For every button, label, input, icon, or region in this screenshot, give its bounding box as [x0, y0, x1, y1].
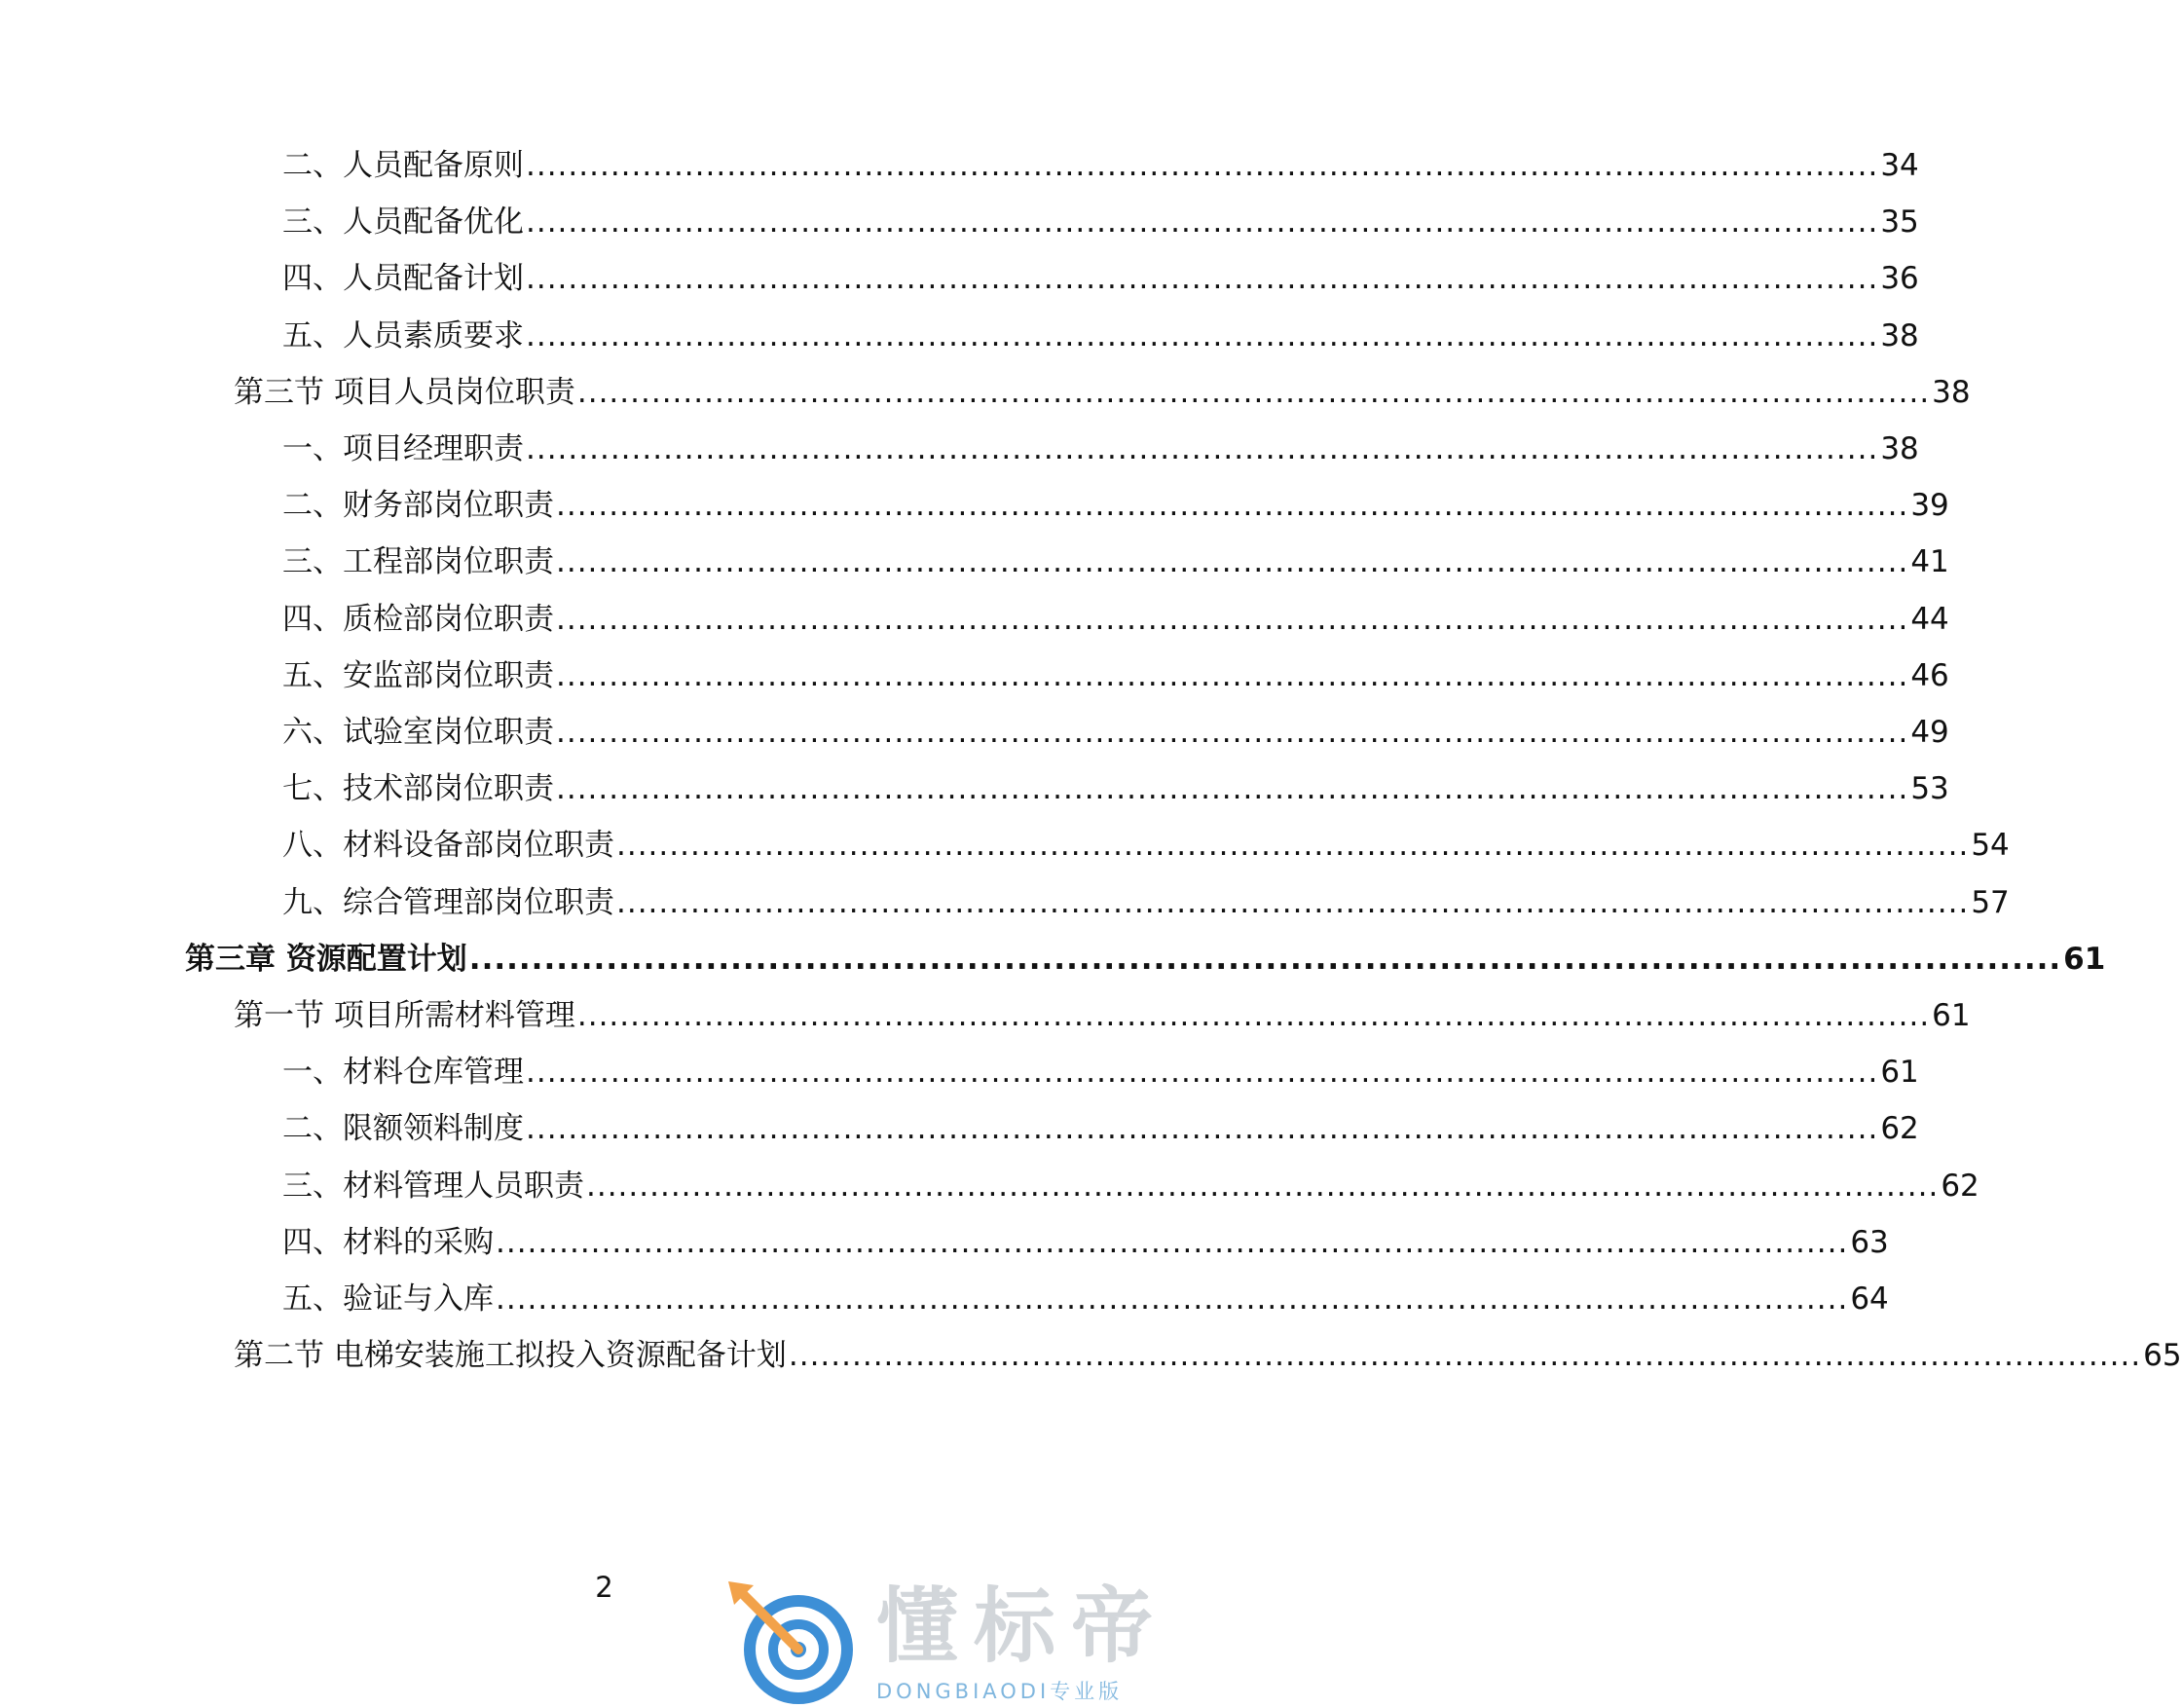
toc-entry[interactable]: [282, 824, 2010, 867]
toc-entry-label: 一、项目经理职责: [282, 431, 524, 466]
toc-entry-page: 41: [1910, 544, 1949, 580]
toc-entry-label: 九、综合管理部岗位职责: [282, 884, 614, 920]
toc-entry-page: 64: [1850, 1281, 1889, 1317]
toc-entry-label: 四、人员配备计划: [282, 261, 524, 297]
toc-entry-page: 39: [1910, 488, 1949, 524]
toc-entry-label: 三、材料管理人员职责: [282, 1168, 584, 1204]
toc-dot-leader: ................................................................................................................................: [556, 544, 1909, 580]
toc-entry[interactable]: [234, 371, 1971, 414]
toc-dot-leader: ................................................................................................................................: [526, 317, 1879, 353]
toc-dot-leader: ................................................................................................................................: [586, 1168, 1940, 1204]
toc-entry-page: 44: [1910, 601, 1949, 637]
toc-entry-label: 四、材料的采购: [282, 1224, 494, 1260]
toc-dot-leader: ................................................................................................................................: [526, 261, 1879, 297]
toc-entry-label: 二、人员配备原则: [282, 148, 524, 183]
toc-entry-label: 五、验证与入库: [282, 1281, 494, 1317]
toc-entry[interactable]: [282, 201, 1919, 243]
toc-entry-page: 61: [2063, 941, 2106, 977]
toc-entry-page: 54: [1971, 828, 2010, 864]
toc-entry-label: 第三节 项目人员岗位职责: [234, 374, 575, 410]
toc-entry[interactable]: [282, 144, 1919, 187]
toc-entry[interactable]: [234, 994, 1971, 1037]
toc-entry-page: 65: [2143, 1338, 2182, 1374]
watermark-title: 懂标帝: [876, 1578, 1169, 1674]
toc-entry-label: 第三章 资源配置计划: [185, 941, 467, 977]
toc-entry-label: 三、工程部岗位职责: [282, 544, 554, 580]
toc-dot-leader: ................................................................................................................................: [526, 1111, 1879, 1147]
toc-dot-leader: ................................................................................................................................: [496, 1281, 1849, 1317]
toc-entry-label: 一、材料仓库管理: [282, 1055, 524, 1091]
watermark: [721, 1576, 1208, 1708]
toc-dot-leader: ................................................................................................................................: [526, 1055, 1879, 1091]
toc-entry-page: 57: [1971, 884, 2010, 920]
toc-dot-leader: ................................................................................................................................: [468, 941, 2062, 977]
toc-dot-leader: ................................................................................................................................: [526, 431, 1879, 466]
toc-entry-page: 46: [1910, 657, 1949, 693]
toc-dot-leader: ................................................................................................................................: [556, 488, 1909, 524]
toc-entry[interactable]: [282, 1221, 1889, 1264]
toc-entry[interactable]: [282, 711, 1949, 754]
toc-entry[interactable]: [282, 427, 1919, 470]
toc-entry[interactable]: [282, 1278, 1889, 1320]
toc-dot-leader: ................................................................................................................................: [526, 204, 1879, 241]
toc-dot-leader: ................................................................................................................................: [556, 771, 1909, 807]
toc-entry[interactable]: [282, 257, 1919, 300]
toc-entry[interactable]: [282, 484, 1949, 527]
toc-entry-label: 二、限额领料制度: [282, 1111, 524, 1147]
toc-entry-label: 六、试验室岗位职责: [282, 715, 554, 750]
toc-entry[interactable]: [282, 540, 1949, 583]
toc-entry[interactable]: [282, 598, 1949, 641]
page-number: 2: [595, 1571, 613, 1604]
toc-entry-label: 八、材料设备部岗位职责: [282, 828, 614, 864]
toc-dot-leader: ................................................................................................................................: [616, 828, 1970, 864]
toc-dot-leader: ................................................................................................................................: [556, 715, 1909, 750]
toc-entry-page: 36: [1880, 261, 1919, 297]
watermark-subtitle: DONGBIAODI专业版: [876, 1680, 1124, 1703]
target-arrow-icon: [721, 1576, 867, 1708]
toc-dot-leader: ................................................................................................................................: [616, 884, 1970, 920]
toc-dot-leader: ................................................................................................................................: [556, 657, 1909, 693]
toc-entry[interactable]: [282, 1165, 1979, 1207]
toc-entry-page: 53: [1910, 771, 1949, 807]
toc-entry[interactable]: [185, 938, 2106, 981]
toc-entry-page: 38: [1932, 374, 1971, 410]
toc-dot-leader: ................................................................................................................................: [576, 374, 1931, 410]
toc-dot-leader: ................................................................................................................................: [526, 148, 1879, 183]
toc-entry-page: 38: [1880, 317, 1919, 353]
toc-entry-label: 五、人员素质要求: [282, 317, 524, 353]
toc-entry[interactable]: [282, 1051, 1919, 1094]
toc-entry-label: 五、安监部岗位职责: [282, 657, 554, 693]
toc-dot-leader: ................................................................................................................................: [788, 1338, 2142, 1374]
toc-dot-leader: ................................................................................................................................: [556, 601, 1909, 637]
toc-entry-label: 二、财务部岗位职责: [282, 488, 554, 524]
toc-entry-page: 34: [1880, 148, 1919, 183]
toc-entry[interactable]: [234, 1334, 2182, 1377]
toc-entry-page: 63: [1850, 1224, 1889, 1260]
toc-dot-leader: ................................................................................................................................: [496, 1224, 1849, 1260]
toc-dot-leader: ................................................................................................................................: [576, 998, 1931, 1033]
toc-entry-label: 三、人员配备优化: [282, 204, 524, 241]
toc-entry[interactable]: [282, 1107, 1919, 1150]
toc-entry[interactable]: [282, 767, 1949, 810]
toc-entry-label: 七、技术部岗位职责: [282, 771, 554, 807]
toc-entry-page: 35: [1880, 204, 1919, 241]
toc-entry-page: 61: [1880, 1055, 1919, 1091]
toc-entry[interactable]: [282, 315, 1919, 357]
toc-entry-page: 38: [1880, 431, 1919, 466]
toc-entry-label: 第一节 项目所需材料管理: [234, 998, 575, 1033]
toc-entry[interactable]: [282, 881, 2010, 924]
toc-entry-page: 62: [1941, 1168, 1979, 1204]
toc-entry-label: 四、质检部岗位职责: [282, 601, 554, 637]
toc-entry-page: 61: [1932, 998, 1971, 1033]
toc-entry[interactable]: [282, 654, 1949, 697]
toc-entry-page: 49: [1910, 715, 1949, 750]
toc-entry-page: 62: [1880, 1111, 1919, 1147]
toc-entry-label: 第二节 电梯安装施工拟投入资源配备计划: [234, 1338, 787, 1374]
